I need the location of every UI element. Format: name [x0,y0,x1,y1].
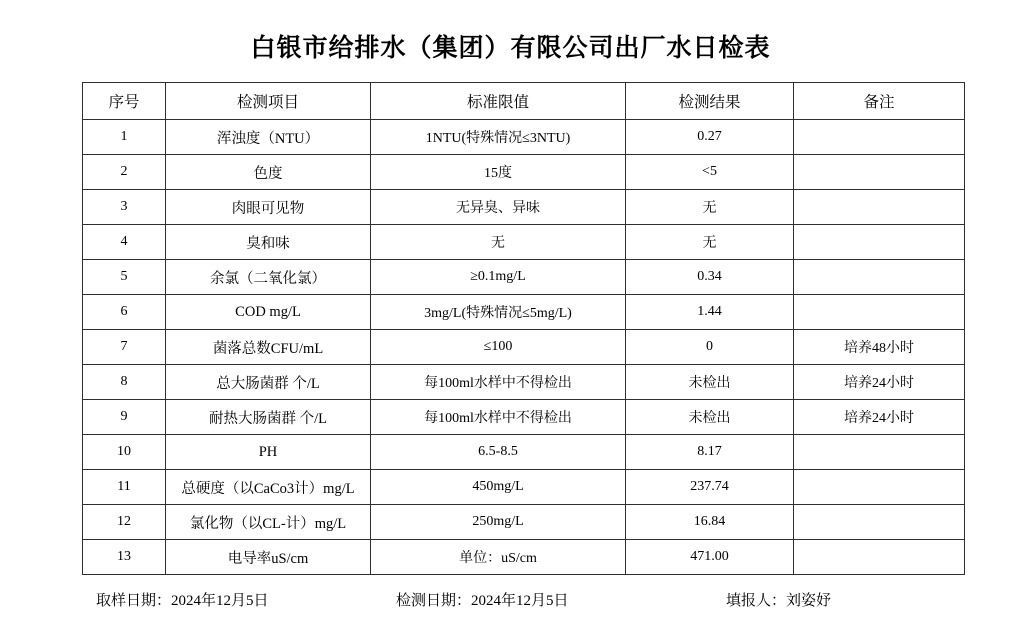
cell-note [794,540,965,575]
table-header [83,83,965,120]
table-body [83,120,965,575]
cell-std: 无 [371,225,626,260]
cell-result: 0.27 [626,120,794,155]
cell-note [794,505,965,540]
page-title: 白银市给排水（集团）有限公司出厂水日检表 [250,35,771,62]
header-cell-std: 标准限值 [371,83,626,120]
cell-item: 肉眼可见物 [166,190,371,225]
cell-result: 未检出 [626,400,794,435]
table-row [83,190,965,225]
cell-note [794,190,965,225]
test-date-label: 检测日期：2024年12月5日 [396,593,569,609]
cell-no: 12 [83,505,166,540]
cell-item: 菌落总数CFU/mL [166,330,371,365]
cell-no: 11 [83,470,166,505]
cell-result: 无 [626,225,794,260]
sample-date-label: 取样日期：2024年12月5日 [96,593,269,609]
cell-no: 13 [83,540,166,575]
table-header-row [83,83,965,120]
cell-no: 5 [83,260,166,295]
cell-no: 3 [83,190,166,225]
table-row [83,120,965,155]
cell-result: 未检出 [626,365,794,400]
footer [0,575,1021,610]
cell-result: 16.84 [626,505,794,540]
cell-item: 电导率uS/cm [166,540,371,575]
table-row [83,260,965,295]
cell-std: 3mg/L(特殊情况≤5mg/L) [371,295,626,330]
table-row [83,295,965,330]
reporter-label: 填报人：刘姿妤 [726,593,832,609]
header-cell-item: 检测项目 [166,83,371,120]
cell-std: 1NTU(特殊情况≤3NTU) [371,120,626,155]
cell-std: 每100ml水样中不得检出 [371,400,626,435]
report-table-wrapper [0,82,1021,575]
table-row [83,400,965,435]
cell-result: 237.74 [626,470,794,505]
cell-item: 总硬度（以CaCo3计）mg/L [166,470,371,505]
table-row [83,330,965,365]
header-cell-note: 备注 [794,83,965,120]
cell-item: 总大肠菌群 个/L [166,365,371,400]
cell-result: 8.17 [626,435,794,470]
cell-std: 15度 [371,155,626,190]
cell-result: 0.34 [626,260,794,295]
table-row [83,225,965,260]
table-row [83,540,965,575]
cell-no: 2 [83,155,166,190]
header-cell-result: 检测结果 [626,83,794,120]
cell-no: 10 [83,435,166,470]
cell-item: COD mg/L [166,295,371,330]
cell-result: 1.44 [626,295,794,330]
cell-note [794,435,965,470]
cell-item: 耐热大肠菌群 个/L [166,400,371,435]
cell-no: 4 [83,225,166,260]
cell-note [794,295,965,330]
cell-result: <5 [626,155,794,190]
table-row [83,435,965,470]
cell-result: 无 [626,190,794,225]
cell-std: 450mg/L [371,470,626,505]
cell-note: 培养24小时 [794,365,965,400]
cell-std: 单位：uS/cm [371,540,626,575]
cell-std: ≤100 [371,330,626,365]
cell-std: 无异臭、异味 [371,190,626,225]
cell-item: 余氯（二氧化氯） [166,260,371,295]
header-cell-no: 序号 [83,83,166,120]
cell-note [794,260,965,295]
cell-std: 250mg/L [371,505,626,540]
cell-result: 471.00 [626,540,794,575]
cell-item: 氯化物（以CL-计）mg/L [166,505,371,540]
cell-item: 浑浊度（NTU） [166,120,371,155]
cell-std: ≥0.1mg/L [371,260,626,295]
cell-result: 0 [626,330,794,365]
cell-std: 6.5-8.5 [371,435,626,470]
table-row [83,155,965,190]
cell-no: 9 [83,400,166,435]
cell-note [794,470,965,505]
cell-note [794,225,965,260]
cell-note [794,120,965,155]
cell-note: 培养24小时 [794,400,965,435]
table-row [83,470,965,505]
table-row [83,365,965,400]
cell-note: 培养48小时 [794,330,965,365]
cell-no: 8 [83,365,166,400]
table-row [83,505,965,540]
cell-no: 6 [83,295,166,330]
cell-item: 色度 [166,155,371,190]
cell-item: PH [166,435,371,470]
water-quality-table [82,82,965,575]
cell-note [794,155,965,190]
cell-item: 臭和味 [166,225,371,260]
cell-std: 每100ml水样中不得检出 [371,365,626,400]
cell-no: 1 [83,120,166,155]
cell-no: 7 [83,330,166,365]
